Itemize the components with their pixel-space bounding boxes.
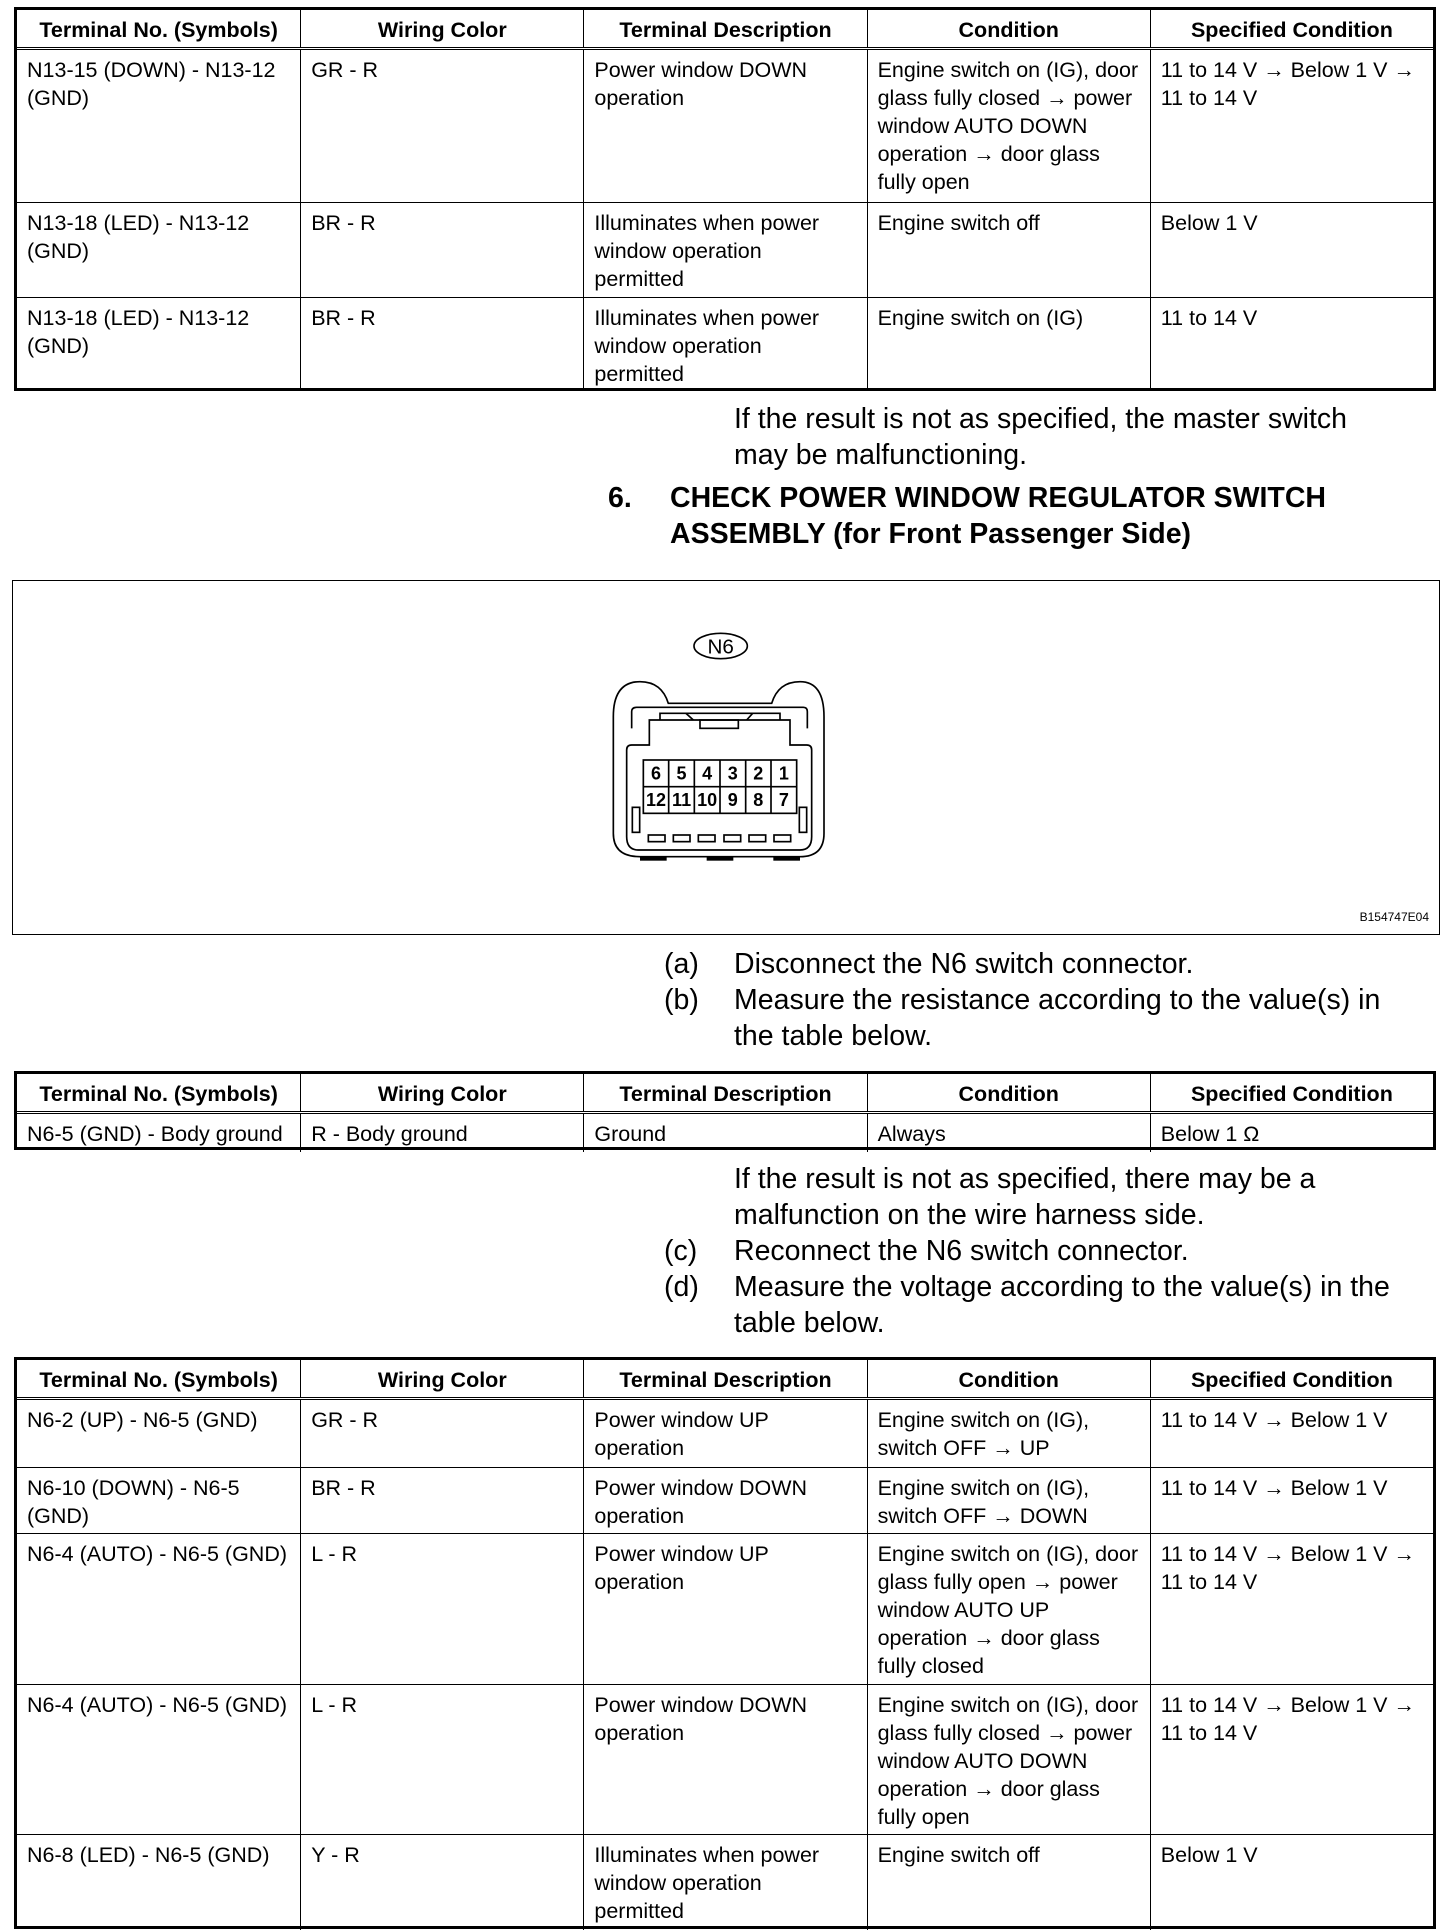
cell-terminal: N13-18 (LED) - N13-12 (GND) (27, 306, 250, 358)
table-row (17, 1684, 1433, 1834)
column-header-condition: Condition (867, 10, 1150, 47)
cell-specified-condition: Below 1 Ω (1150, 1114, 1433, 1152)
step-label: (d) (664, 1271, 699, 1303)
step-line (664, 1018, 1444, 1054)
cell-specified-condition: 11 to 14 V → Below 1 V → 11 to 14 V (1150, 50, 1433, 202)
column-header-condition: Condition (867, 1360, 1150, 1397)
cell-condition: Engine switch on (IG), door glass fully closed → power window AUTO DOWN operation → door glass fully open (867, 1685, 1150, 1834)
pin-number: 6 (650, 763, 662, 784)
lock-tab (700, 720, 738, 728)
note-master-switch (734, 401, 1347, 473)
step-line (664, 1269, 1444, 1305)
column-header-description: Terminal Description (583, 1360, 866, 1397)
cell-wiring-color: Y - R (300, 1835, 583, 1930)
step-line (664, 982, 1444, 1018)
pin-number: 11 (672, 790, 692, 810)
cell-specified-condition: 11 to 14 V → Below 1 V (1150, 1468, 1433, 1533)
terminal-table-n6-resistance (14, 1071, 1436, 1150)
cell-condition: Engine switch off (867, 1835, 1150, 1930)
pin-number: 9 (727, 790, 738, 810)
note-line: If the result is not as specified, the master switch (734, 403, 1348, 435)
cell-wiring-color: BR - R (300, 1468, 583, 1533)
pin-number: 3 (727, 763, 738, 784)
cell-condition: Engine switch on (IG), door glass fully open → power window AUTO UP operation → door glass fully closed (867, 1534, 1150, 1684)
step-line (664, 1305, 1444, 1341)
column-header-wiring-color: Wiring Color (300, 1074, 583, 1111)
column-header-terminal: Terminal No. (Symbols) (39, 1082, 278, 1106)
column-header-specified-condition: Specified Condition (1150, 1074, 1433, 1111)
step-label-spacer (664, 1018, 734, 1054)
cell-terminal: N6-4 (AUTO) - N6-5 (GND) (27, 1542, 288, 1566)
column-header-description: Terminal Description (583, 1074, 866, 1111)
step-line (664, 946, 1444, 982)
column-header-specified-condition: Specified Condition (1150, 10, 1433, 47)
column-header-wiring-color: Wiring Color (300, 10, 583, 47)
cell-specified-condition: Below 1 V (1150, 203, 1433, 297)
pin-number: 2 (753, 763, 764, 784)
cell-wiring-color: L - R (300, 1534, 583, 1684)
cell-wiring-color: BR - R (300, 298, 583, 391)
pin-number: 7 (778, 790, 789, 810)
cell-terminal: N6-2 (UP) - N6-5 (GND) (27, 1408, 258, 1432)
column-header-specified-condition: Specified Condition (1150, 1360, 1433, 1397)
cell-wiring-color: GR - R (300, 50, 583, 202)
housing-inner-line (632, 707, 808, 728)
cell-description: Power window DOWN operation (583, 50, 866, 202)
step-label: (a) (664, 948, 699, 980)
cell-terminal: N13-18 (LED) - N13-12 (GND) (27, 211, 250, 263)
cell-condition: Engine switch on (IG), door glass fully closed → power window AUTO DOWN operation → door glass fully open (867, 50, 1150, 202)
cell-description: Illuminates when power window operation permitted (583, 298, 866, 391)
latch (660, 713, 780, 720)
cell-wiring-color: L - R (300, 1685, 583, 1834)
terminal-table-n6-voltage (14, 1357, 1436, 1929)
connector-label: N6 (707, 635, 734, 659)
cell-wiring-color: BR - R (300, 203, 583, 297)
step-title-line: ASSEMBLY (for Front Passenger Side) (670, 518, 1192, 550)
pin-number: 10 (697, 790, 718, 810)
table-row (17, 1400, 1433, 1467)
step-text: table below. (734, 1307, 885, 1339)
cell-specified-condition: 11 to 14 V → Below 1 V (1150, 1400, 1433, 1467)
cell-description: Power window DOWN operation (583, 1685, 866, 1834)
column-header-wiring-color: Wiring Color (300, 1360, 583, 1397)
cell-terminal: N6-4 (AUTO) - N6-5 (GND) (27, 1693, 288, 1717)
cell-specified-condition: 11 to 14 V → Below 1 V → 11 to 14 V (1150, 1685, 1433, 1834)
pin-number: 12 (645, 790, 667, 810)
cell-terminal: N6-5 (GND) - Body ground (27, 1122, 283, 1146)
note-line: may be malfunctioning. (734, 439, 1028, 471)
pin-number: 8 (753, 790, 764, 810)
table-header-row (17, 10, 1433, 50)
table-header-row (17, 1360, 1433, 1400)
table-row (17, 202, 1433, 297)
table-row (17, 1114, 1433, 1152)
pin-number: 1 (778, 763, 789, 784)
step-text: Measure the voltage according to the value(s) in the (734, 1271, 1390, 1303)
cell-condition: Engine switch on (IG), switch OFF → DOWN (867, 1468, 1150, 1533)
step-text: the table below. (734, 1020, 933, 1052)
step-text: Measure the resistance according to the value(s) in (734, 984, 1381, 1016)
cell-condition: Engine switch on (IG), switch OFF → UP (867, 1400, 1150, 1467)
cell-condition: Always (867, 1114, 1150, 1152)
cell-terminal: N13-15 (DOWN) - N13-12 (GND) (27, 58, 276, 110)
cell-description: Power window UP operation (583, 1400, 866, 1467)
column-header-terminal: Terminal No. (Symbols) (39, 18, 278, 42)
column-header-description: Terminal Description (583, 10, 866, 47)
table-row (17, 297, 1433, 391)
step-title-line: CHECK POWER WINDOW REGULATOR SWITCH (670, 482, 1326, 514)
pin-number: 5 (676, 763, 687, 784)
cell-description: Illuminates when power window operation permitted (583, 1835, 866, 1930)
table-row (17, 1834, 1433, 1930)
cell-wiring-color: R - Body ground (300, 1114, 583, 1152)
table-row (17, 1533, 1433, 1684)
cell-specified-condition: 11 to 14 V (1150, 298, 1433, 391)
column-header-condition: Condition (867, 1074, 1150, 1111)
step-label: (b) (664, 984, 699, 1016)
note-line: If the result is not as specified, there may be a (734, 1163, 1316, 1195)
step-title (670, 480, 1326, 552)
note-wire-harness (734, 1161, 1315, 1233)
step-text: Disconnect the N6 switch connector. (734, 948, 1194, 980)
figure-id: B154747E04 (1359, 910, 1429, 924)
cell-description: Power window UP operation (583, 1534, 866, 1684)
table-row (17, 50, 1433, 202)
cell-terminal: N6-8 (LED) - N6-5 (GND) (27, 1843, 270, 1867)
cell-description: Illuminates when power window operation permitted (583, 203, 866, 297)
cell-terminal: N6-10 (DOWN) - N6-5 (GND) (27, 1476, 240, 1528)
steps-a-b (664, 946, 1444, 1054)
cell-condition: Engine switch on (IG) (867, 298, 1150, 391)
pin-number: 4 (702, 763, 713, 784)
cell-condition: Engine switch off (867, 203, 1150, 297)
terminal-table-n13 (14, 7, 1436, 391)
cell-description: Power window DOWN operation (583, 1468, 866, 1533)
cell-specified-condition: Below 1 V (1150, 1835, 1433, 1930)
cell-specified-condition: 11 to 14 V → Below 1 V → 11 to 14 V (1150, 1534, 1433, 1684)
step-line (664, 1233, 1444, 1269)
step-label-spacer (664, 1305, 734, 1341)
column-header-terminal: Terminal No. (Symbols) (39, 1368, 278, 1392)
connector-n6-diagram (600, 620, 860, 880)
table-header-row (17, 1074, 1433, 1114)
step-label: (c) (664, 1235, 698, 1267)
step-number: 6. (608, 482, 632, 514)
step-text: Reconnect the N6 switch connector. (734, 1235, 1189, 1267)
cell-wiring-color: GR - R (300, 1400, 583, 1467)
cell-description: Ground (583, 1114, 866, 1152)
steps-c-d (664, 1233, 1444, 1341)
latch-detail (686, 713, 753, 720)
note-line: malfunction on the wire harness side. (734, 1199, 1205, 1231)
table-row (17, 1467, 1433, 1533)
